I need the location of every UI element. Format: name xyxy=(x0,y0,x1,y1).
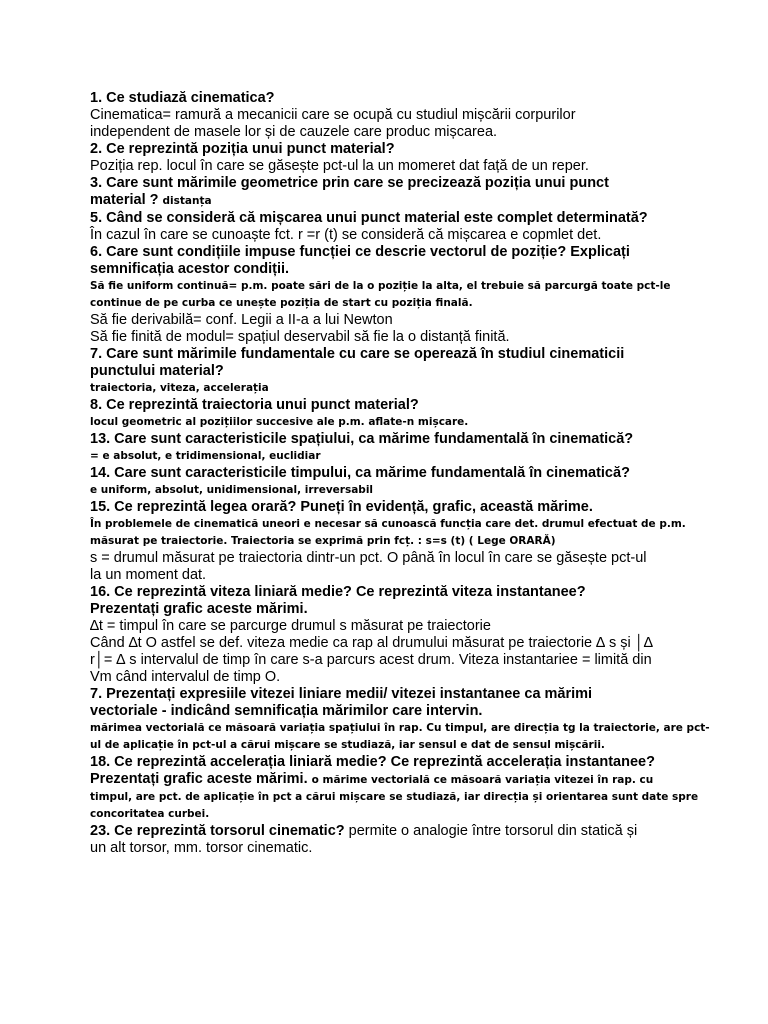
question-18-line-1: 18. Ce reprezintă accelerația liniară medie? Ce reprezintă accelerația instantanee? xyxy=(90,754,655,770)
question-18-text: Prezentați grafic aceste mărimi. xyxy=(90,771,308,787)
answer-18-small-line-2: concoritatea curbei. xyxy=(90,808,210,820)
answer-23-line-1: un alt torsor, mm. torsor cinematic. xyxy=(90,840,313,856)
question-16-line-2: Prezentați grafic aceste mărimi. xyxy=(90,601,308,617)
answer-7b-small-line-2: ul de aplicație în pct-ul a cărui mișcare se studiază, iar sensul e dat de sensul mișcării. xyxy=(90,739,605,751)
answer-6-small-line-2: continue de pe curba ce unește poziția de start cu poziția finală. xyxy=(90,297,473,309)
answer-16-line-2: Când ∆t O astfel se def. viteza medie ca rap al drumului măsurat pe traiectorie ∆ s și │∆ xyxy=(90,635,653,651)
answer-15-small-line-1: În problemele de cinematică uneori e necesar să cunoască funcția care det. drumul efectuat de p.m. xyxy=(90,518,686,530)
document-page xyxy=(90,90,710,857)
answer-5-line-1: În cazul în care se cunoaște fct. r =r (t) se consideră că mișcarea e copmlet det. xyxy=(90,227,602,243)
question-14: 14. Care sunt caracteristicile timpului, ca mărime fundamentală în cinematică? xyxy=(90,465,630,481)
answer-16-line-3: r│= ∆ s intervalul de timp în care s-a parcurs acest drum. Viteza instantariee = limită din xyxy=(90,652,652,668)
answer-23-inline: permite o analogie între torsorul din statică și xyxy=(348,823,638,839)
question-18-line-2 xyxy=(90,771,690,789)
answer-18-inline: o mărime vectorială ce măsoară variația vitezei în rap. cu xyxy=(311,774,654,786)
answer-18-small-line-1: timpul, are pct. de aplicație în pct a cărui mișcare se studiază, iar direcția și orientarea sunt date spre xyxy=(90,791,699,803)
answer-15-small-line-2: măsurat pe traiectorie. Traiectoria se exprimă prin fcț. : s=s (t) ( Lege ORARĂ) xyxy=(90,535,556,547)
question-3-text: material ? xyxy=(90,192,159,208)
answer-2-line-1: Poziția rep. locul în care se găsește pct-ul la un momeret dat față de un reper. xyxy=(90,158,589,174)
answer-8-small-line-1: locul geometric al pozițiilor succesive ale p.m. aflate-n mișcare. xyxy=(90,416,469,428)
question-2: 2. Ce reprezintă poziția unui punct material? xyxy=(90,141,395,157)
question-13: 13. Care sunt caracteristicile spațiului, ca mărime fundamentală în cinematică? xyxy=(90,431,634,447)
answer-3: distanța xyxy=(162,195,212,207)
answer-6-line-1: Să fie derivabilă= conf. Legii a II-a a lui Newton xyxy=(90,312,393,328)
answer-1-line-2: independent de masele lor și de cauzele care produc mișcarea. xyxy=(90,124,498,140)
question-7b-line-2: vectoriale - indicând semnificația mărimilor care intervin. xyxy=(90,703,483,719)
answer-6-small-line-1: Să fie uniform continuă= p.m. poate sări de la o poziție la alta, el trebuie să parcurgă toate pct-le xyxy=(90,280,671,292)
answer-13-small-line-1: = e absolut, e tridimensional, euclidiar xyxy=(90,450,321,462)
question-6-line-1: 6. Care sunt condițiile impuse funcției ce descrie vectorul de poziție? Explicați xyxy=(90,244,630,260)
question-5: 5. Când se consideră că mișcarea unui punct material este complet determinată? xyxy=(90,210,648,226)
question-16-line-1: 16. Ce reprezintă viteza liniară medie? Ce reprezintă viteza instantanee? xyxy=(90,584,586,600)
question-7a-line-1: 7. Care sunt mărimile fundamentale cu care se operează în studiul cinematicii xyxy=(90,346,625,362)
answer-15-line-1: s = drumul măsurat pe traiectoria dintr-un pct. O până în locul în care se găsește pct-ul xyxy=(90,550,647,566)
question-3-line-1: 3. Care sunt mărimile geometrice prin care se precizează poziția unui punct xyxy=(90,175,609,191)
question-8: 8. Ce reprezintă traiectoria unui punct material? xyxy=(90,397,419,413)
question-7a-line-2: punctului material? xyxy=(90,363,224,379)
answer-7b-small-line-1: mărimea vectorială ce măsoară variația spațiului în rap. Cu timpul, are direcția tg la traiectorie, are pct- xyxy=(90,722,710,734)
answer-1-line-1: Cinematica= ramură a mecanicii care se ocupă cu studiul mișcării corpurilor xyxy=(90,107,576,123)
question-3-line-2 xyxy=(90,192,690,210)
answer-14-small-line-1: e uniform, absolut, unidimensional, irreversabil xyxy=(90,484,374,496)
answer-16-line-4: Vm când intervalul de timp O. xyxy=(90,669,281,685)
question-15: 15. Ce reprezintă legea orară? Puneți în evidență, grafic, această mărime. xyxy=(90,499,593,515)
question-23-line-1 xyxy=(90,823,690,840)
question-1: 1. Ce studiază cinematica? xyxy=(90,90,275,106)
answer-16-line-1: ∆t = timpul în care se parcurge drumul s măsurat pe traiectorie xyxy=(90,618,491,634)
answer-15-line-2: la un moment dat. xyxy=(90,567,207,583)
answer-7a-small-line-1: traiectoria, viteza, accelerația xyxy=(90,382,269,394)
question-7b-line-1: 7. Prezentați expresiile vitezei liniare medii/ vitezei instantanee ca mărimi xyxy=(90,686,593,702)
answer-6-line-2: Să fie finită de modul= spațiul deservabil să fie la o distanță finită. xyxy=(90,329,510,345)
question-6-line-2: semnificația acestor condiții. xyxy=(90,261,290,277)
question-23-text: 23. Ce reprezintă torsorul cinematic? xyxy=(90,823,345,839)
